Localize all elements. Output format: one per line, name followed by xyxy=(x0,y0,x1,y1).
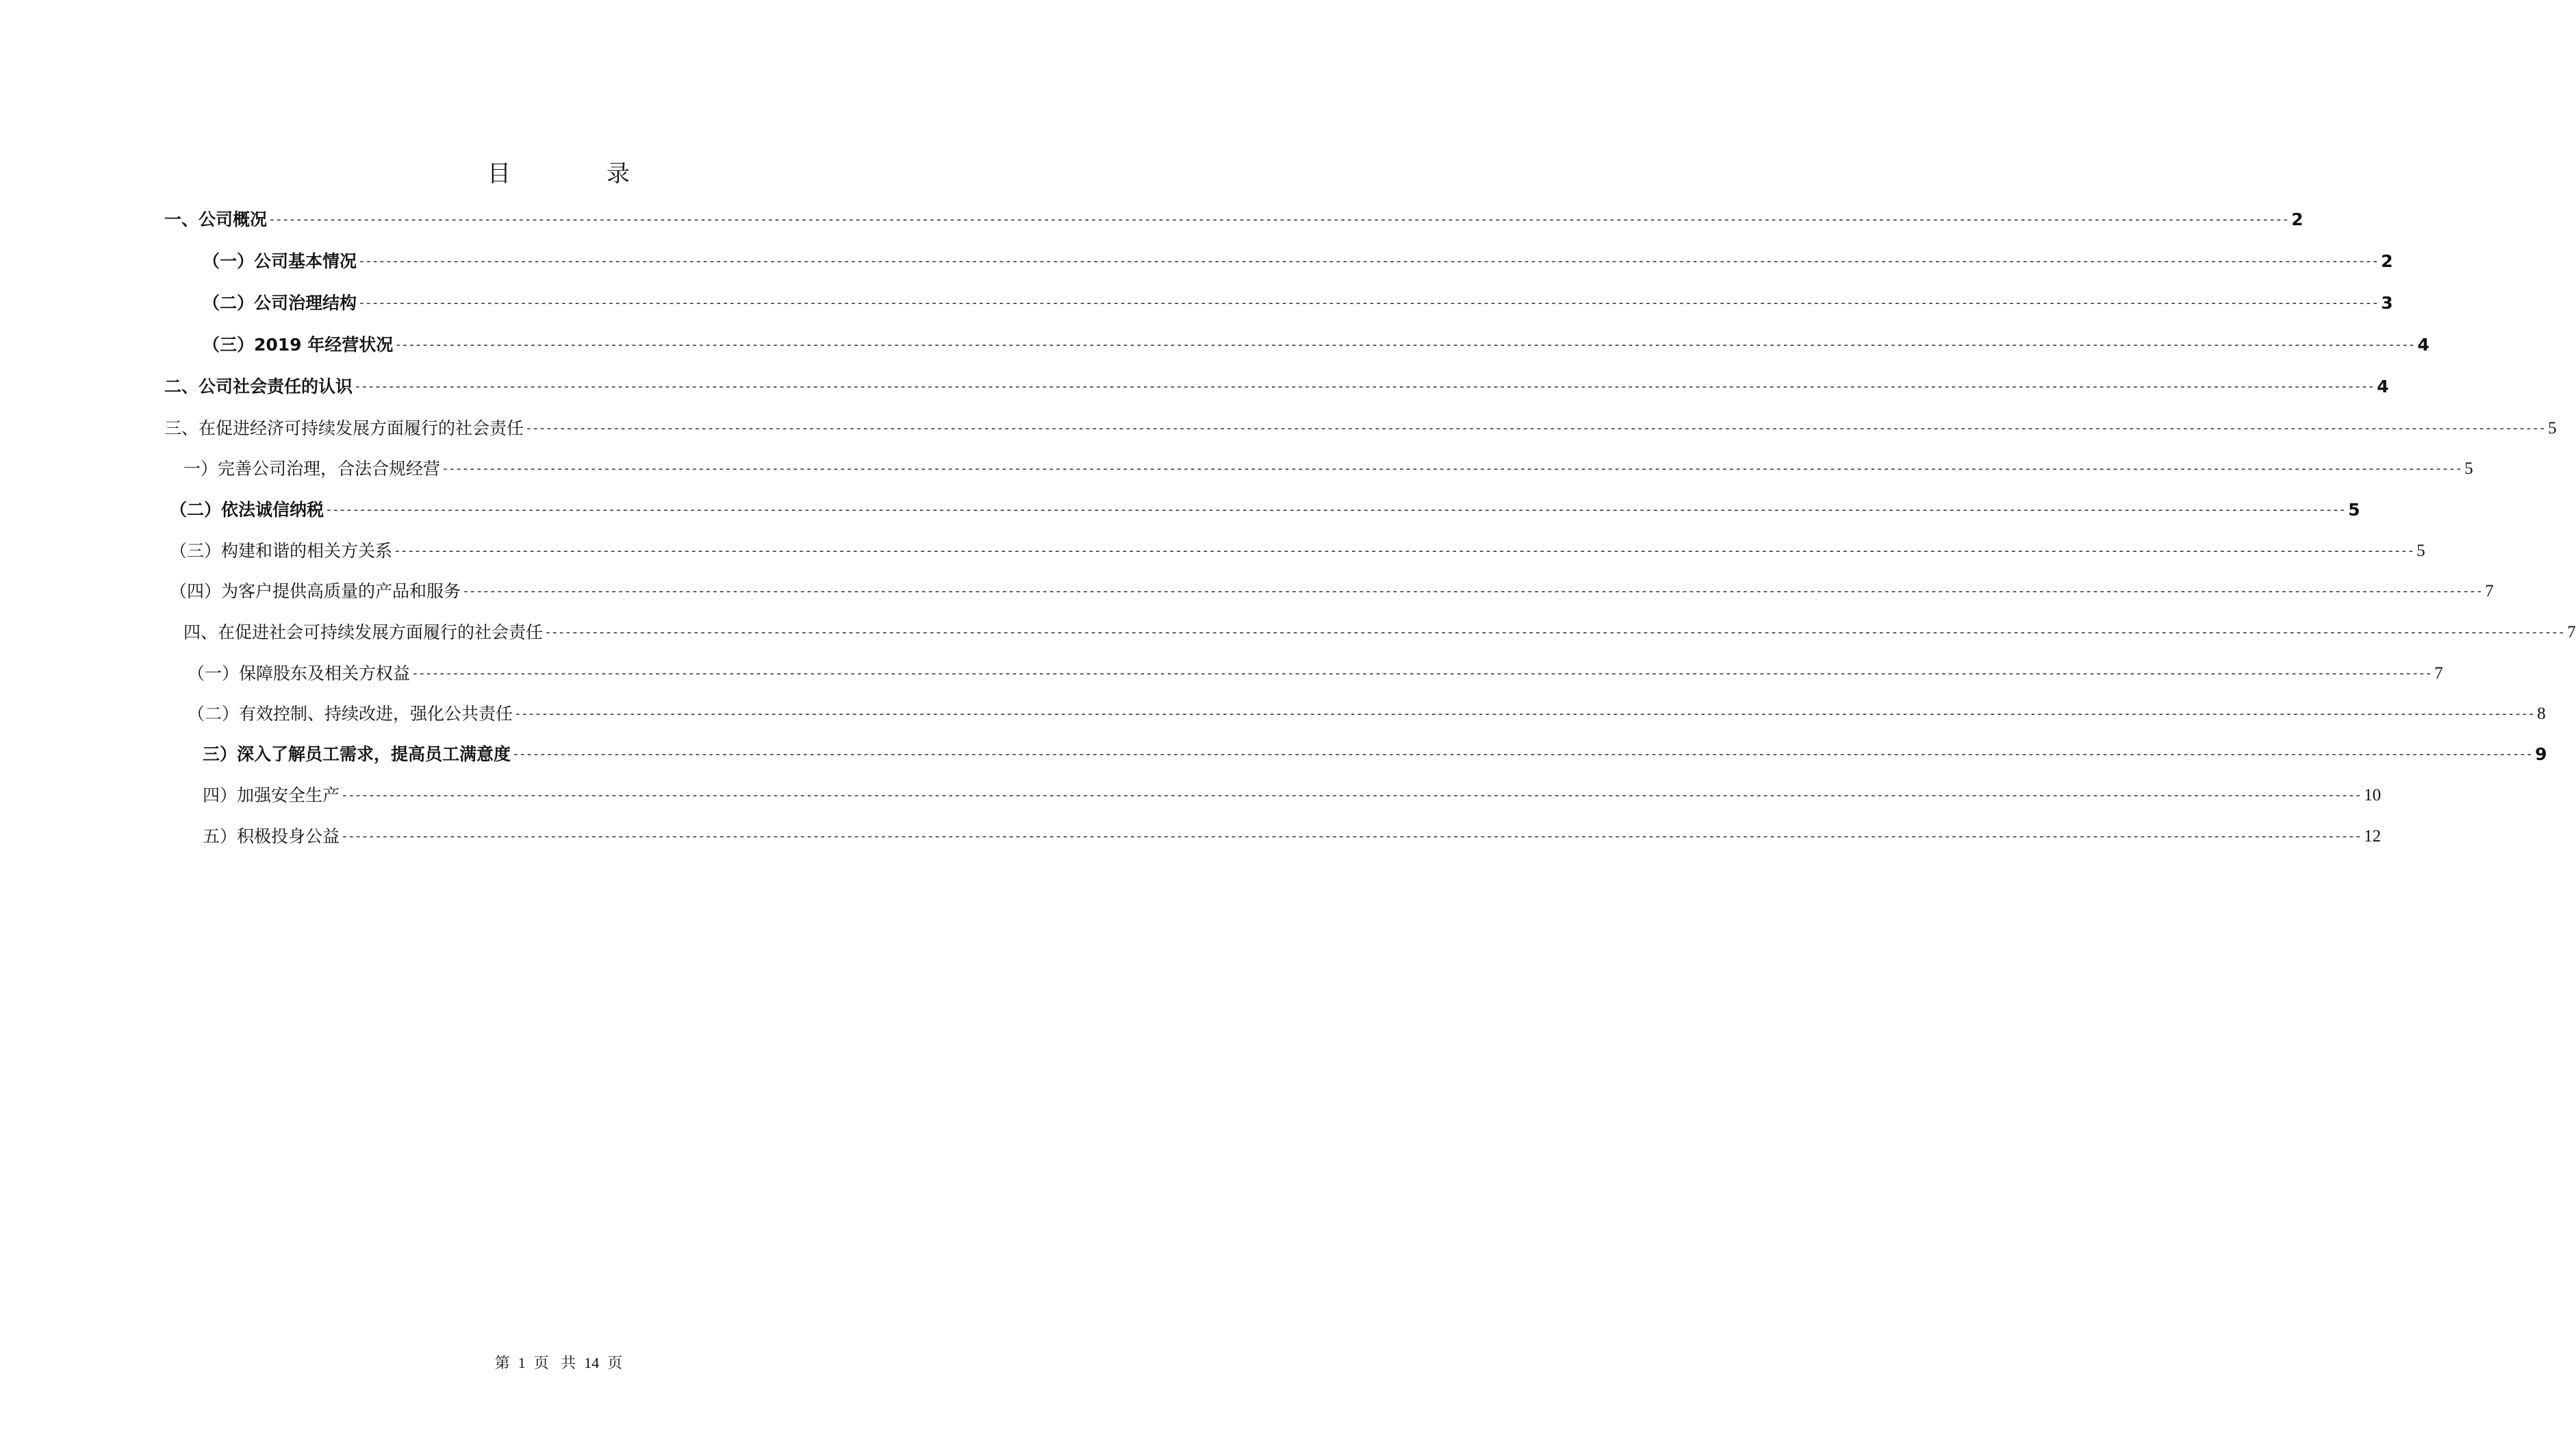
toc-leader: ------------------------------------------------------------------------------------------------------------------------------------------------------------------------------------------------------------------------------------------------------------------------------------------------------------ xyxy=(341,829,2362,844)
toc-entry-label: （二）公司治理结构 xyxy=(203,293,357,313)
page-footer xyxy=(0,1352,1117,1373)
toc-leader: ------------------------------------------------------------------------------------------------------------------------------------------------------------------------------------------------------------------------------------------------------------------------------------------------------------ xyxy=(354,379,2375,394)
toc-leader: ------------------------------------------------------------------------------------------------------------------------------------------------------------------------------------------------------------------------------------------------------------------------------------------------------------ xyxy=(394,338,2415,352)
toc-entry-page: 7 xyxy=(2485,582,2494,600)
toc-leader: ------------------------------------------------------------------------------------------------------------------------------------------------------------------------------------------------------------------------------------------------------------------------------------------------------------ xyxy=(358,254,2379,268)
toc-entry[interactable] xyxy=(203,820,2382,847)
toc-entry[interactable] xyxy=(203,286,2393,314)
toc-leader: ------------------------------------------------------------------------------------------------------------------------------------------------------------------------------------------------------------------------------------------------------------------------------------------------------------ xyxy=(544,625,2565,639)
toc-entry[interactable] xyxy=(170,534,2425,561)
toc-leader: ------------------------------------------------------------------------------------------------------------------------------------------------------------------------------------------------------------------------------------------------------------------------------------------------------------ xyxy=(358,296,2379,310)
toc-entry-label: 三、在促进经济可持续发展方面履行的社会责任 xyxy=(164,418,524,438)
footer-page-suffix: 页 xyxy=(533,1354,549,1371)
toc-leader: ------------------------------------------------------------------------------------------------------------------------------------------------------------------------------------------------------------------------------------------------------------------------------------------------------------ xyxy=(512,747,2533,761)
toc-entry-label: （四）为客户提供高质量的产品和服务 xyxy=(170,581,461,601)
footer-total-pages: 14 xyxy=(584,1354,600,1371)
toc-entry[interactable] xyxy=(203,328,2430,355)
toc-entry-label: （二）依法诚信纳税 xyxy=(170,500,324,520)
toc-entry-label: （三）2019 年经营状况 xyxy=(203,335,394,355)
toc-leader: ------------------------------------------------------------------------------------------------------------------------------------------------------------------------------------------------------------------------------------------------------------------------------------------------------------ xyxy=(514,707,2535,721)
toc-entry-label: 二、公司社会责任的认识 xyxy=(164,377,353,396)
toc-leader: ------------------------------------------------------------------------------------------------------------------------------------------------------------------------------------------------------------------------------------------------------------------------------------------------------------ xyxy=(268,212,2289,227)
toc-entry[interactable] xyxy=(188,657,2443,684)
toc-entry[interactable] xyxy=(203,737,2547,765)
toc-title xyxy=(0,155,1117,188)
toc-entry[interactable] xyxy=(164,411,2557,439)
toc-leader: ------------------------------------------------------------------------------------------------------------------------------------------------------------------------------------------------------------------------------------------------------------------------------------------------------------ xyxy=(525,421,2546,435)
toc-entry-page: 4 xyxy=(2417,335,2430,355)
toc-entry[interactable] xyxy=(203,244,2393,272)
toc-leader: ------------------------------------------------------------------------------------------------------------------------------------------------------------------------------------------------------------------------------------------------------------------------------------------------------------ xyxy=(341,788,2362,802)
toc-entry-label: （一）保障股东及相关方权益 xyxy=(188,663,411,683)
toc-entry[interactable] xyxy=(203,778,2382,806)
toc-entry-label: 五）积极投身公益 xyxy=(203,826,340,846)
toc-entry-label: 一、公司概况 xyxy=(164,210,268,229)
toc-leader: ------------------------------------------------------------------------------------------------------------------------------------------------------------------------------------------------------------------------------------------------------------------------------------------------------------ xyxy=(462,584,2483,598)
toc-entry-page: 12 xyxy=(2364,827,2382,846)
toc-entry-label: （一）公司基本情况 xyxy=(203,251,357,271)
toc-entry-page: 5 xyxy=(2348,500,2360,520)
toc-entry[interactable] xyxy=(183,616,2576,643)
toc-entry-page: 3 xyxy=(2381,293,2393,313)
toc-entry-page: 7 xyxy=(2434,664,2443,683)
toc-entry-label: （三）构建和谐的相关方关系 xyxy=(170,541,393,561)
toc-entry-page: 8 xyxy=(2537,705,2546,723)
footer-page-prefix: 第 xyxy=(494,1354,510,1371)
toc-entry-page: 2 xyxy=(2381,251,2393,271)
toc-entry[interactable] xyxy=(183,452,2473,479)
toc-entry-page: 5 xyxy=(2464,459,2473,478)
toc-entry-page: 2 xyxy=(2291,210,2304,229)
toc-entry-label: 四、在促进社会可持续发展方面履行的社会责任 xyxy=(183,622,544,642)
toc-entry[interactable] xyxy=(170,574,2494,602)
toc-entry-page: 7 xyxy=(2567,623,2576,642)
toc-entry-label: 四）加强安全生产 xyxy=(203,785,340,805)
toc-entry-page: 9 xyxy=(2535,744,2547,764)
toc-entry[interactable] xyxy=(188,697,2546,724)
toc-leader: ------------------------------------------------------------------------------------------------------------------------------------------------------------------------------------------------------------------------------------------------------------------------------------------------------------ xyxy=(411,666,2432,681)
toc-entry-label: 三）深入了解员工需求，提高员工满意度 xyxy=(203,744,511,764)
toc-title-part2: 录 xyxy=(607,160,630,188)
toc-entry[interactable] xyxy=(164,203,2304,230)
toc-entry-page: 5 xyxy=(2548,419,2557,437)
toc-entry-page: 10 xyxy=(2364,786,2382,804)
footer-current-page: 1 xyxy=(518,1354,526,1371)
toc-entry-label: （二）有效控制、持续改进，强化公共责任 xyxy=(188,704,513,724)
toc-leader: ------------------------------------------------------------------------------------------------------------------------------------------------------------------------------------------------------------------------------------------------------------------------------------------------------------ xyxy=(325,503,2346,517)
toc-leader: ------------------------------------------------------------------------------------------------------------------------------------------------------------------------------------------------------------------------------------------------------------------------------------------------------------ xyxy=(394,544,2414,558)
toc-entry-page: 5 xyxy=(2416,542,2425,560)
footer-total-suffix: 页 xyxy=(607,1354,623,1371)
footer-total-prefix: 共 xyxy=(561,1354,576,1371)
toc-leader: ------------------------------------------------------------------------------------------------------------------------------------------------------------------------------------------------------------------------------------------------------------------------------------------------------------ xyxy=(442,461,2462,476)
toc-entry[interactable] xyxy=(170,493,2360,520)
toc-entry[interactable] xyxy=(164,370,2389,397)
toc-title-part1: 目 xyxy=(487,160,511,188)
toc-entry-label: 一）完善公司治理，合法合规经营 xyxy=(183,459,441,479)
toc-entry-page: 4 xyxy=(2377,377,2389,396)
